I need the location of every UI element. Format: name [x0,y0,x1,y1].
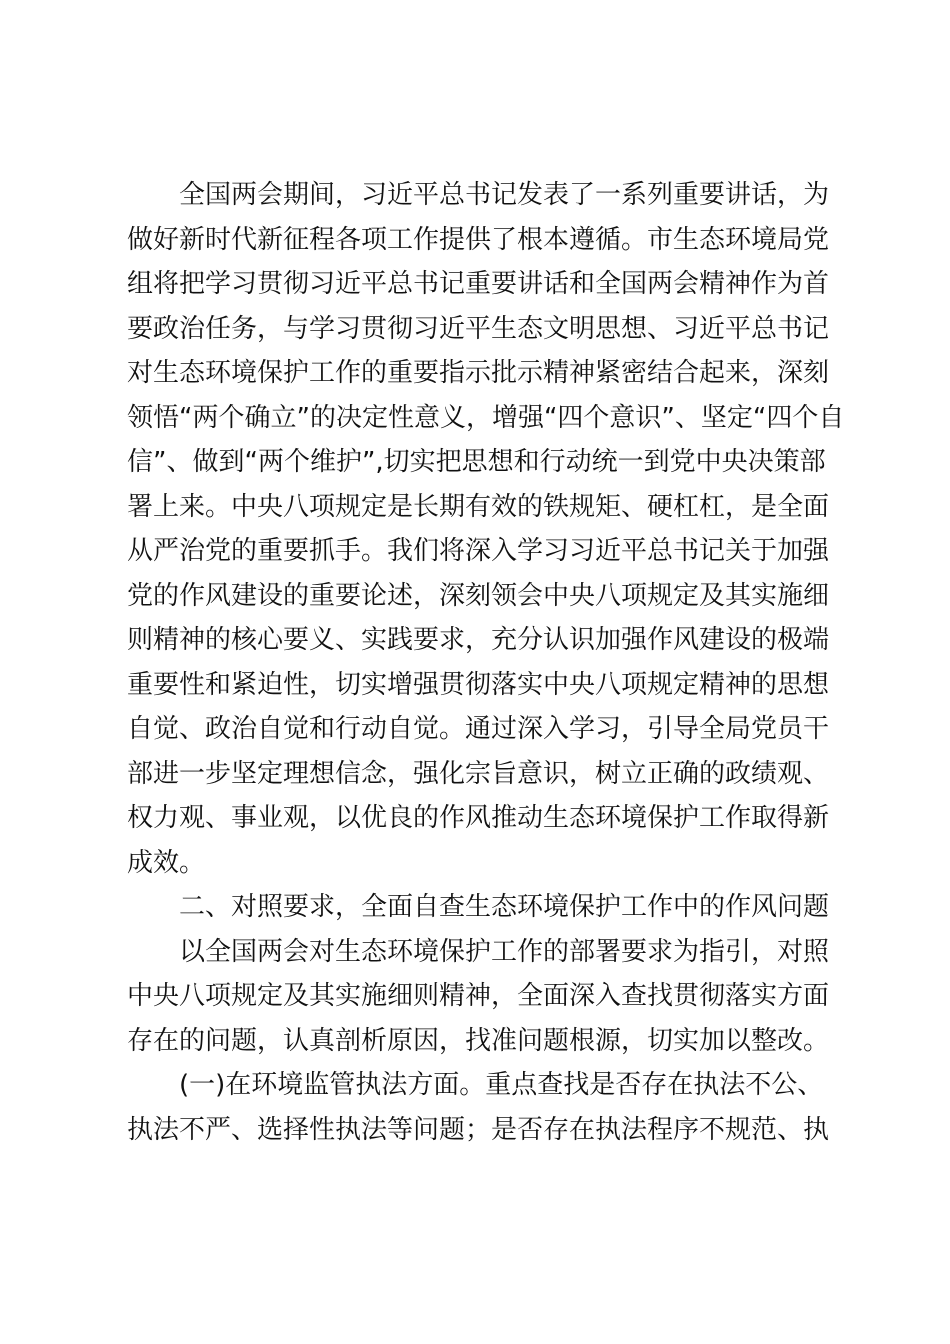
section-heading: 二、对照要求，全面自查生态环境保护工作中的作风问题 [179,892,830,922]
paragraph-line: 存在的问题，认真剖析原因，找准问题根源，切实加以整改。 [127,1026,830,1056]
paragraph-line: 从严治党的重要抓手。我们将深入学习习近平总书记关于加强 [127,536,830,566]
paragraph-line: 成效。 [127,848,206,878]
paragraph-line: 自觉、政治自觉和行动自觉。通过深入学习，引导全局党员干 [127,714,830,744]
paragraph-line: 中央八项规定及其实施细则精神，全面深入查找贯彻落实方面 [127,981,830,1011]
paragraph-line: 全国两会期间，习近平总书记发表了一系列重要讲话，为 [179,180,830,210]
paragraph-line: (一)在环境监管执法方面。重点查找是否存在执法不公、 [179,1070,824,1100]
paragraph-line: 信”、做到“两个维护”,切实把思想和行动统一到党中央决策部 [127,447,826,477]
paragraph-line: 重要性和紧迫性，切实增强贯彻落实中央八项规定精神的思想 [127,670,830,700]
paragraph-line: 领悟“两个确立”的决定性意义，增强“四个意识”、坚定“四个自 [127,403,845,433]
paragraph-line: 党的作风建设的重要论述，深刻领会中央八项规定及其实施细 [127,581,830,611]
paragraph-line: 组将把学习贯彻习近平总书记重要讲话和全国两会精神作为首 [127,269,830,299]
paragraph-line: 则精神的核心要义、实践要求，充分认识加强作风建设的极端 [127,625,830,655]
paragraph-line: 署上来。中央八项规定是长期有效的铁规矩、硬杠杠，是全面 [127,492,830,522]
paragraph-line: 部进一步坚定理想信念，强化宗旨意识，树立正确的政绩观、 [127,759,830,789]
paragraph-line: 权力观、事业观，以优良的作风推动生态环境保护工作取得新 [127,803,830,833]
paragraph-line: 执法不严、选择性执法等问题；是否存在执法程序不规范、执 [127,1115,830,1145]
paragraph-line: 做好新时代新征程各项工作提供了根本遵循。市生态环境局党 [127,225,830,255]
paragraph-line: 以全国两会对生态环境保护工作的部署要求为指引，对照 [179,937,830,967]
paragraph-line: 要政治任务，与学习贯彻习近平生态文明思想、习近平总书记 [127,314,830,344]
paragraph-line: 对生态环境保护工作的重要指示批示精神紧密结合起来，深刻 [127,358,830,388]
